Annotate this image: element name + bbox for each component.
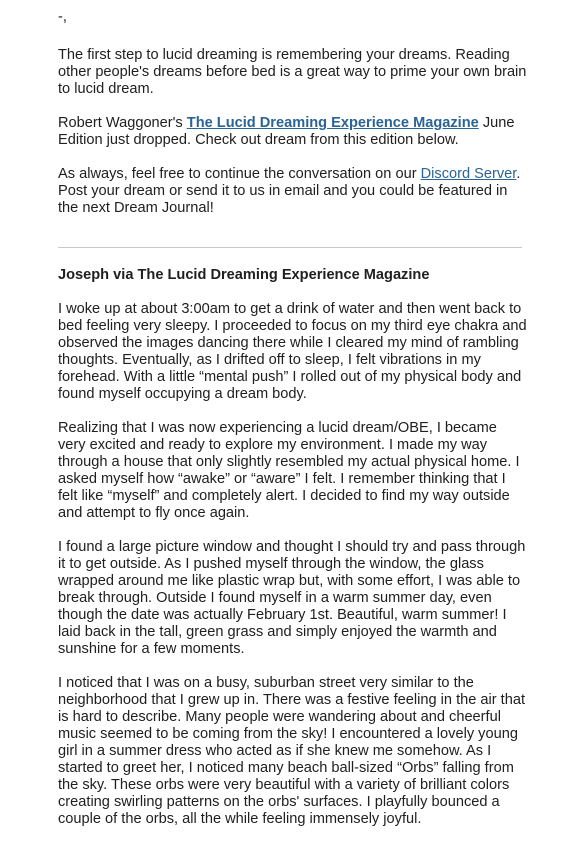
- magazine-link[interactable]: The Lucid Dreaming Experience Magazine: [186, 115, 479, 131]
- intro-paragraph: The first step to lucid dreaming is remembering your dreams. Reading other people's dreams before bed is a great way to prime your own brain to lucid dream.: [58, 47, 527, 97]
- story-paragraph-4: I noticed that I was on a busy, suburban street very similar to the neighborhood that I grew up in. There was a festive feeling in the air that is hard to describe. Many people were wandering about and cheerful music seemed to be coming from the sky! I encountered a lovely young girl in a summer dress who acted as if she knew me somehow. As I started to greet her, I noticed many beach ball-sized “Orbs” falling from the sky. These orbs were very beautiful with a variety of brilliant colors creating swirling patterns on the orbs' surfaces. I playfully bounced a couple of the orbs, all the while feeling immensely joyful.: [58, 675, 526, 827]
- discord-link[interactable]: Discord Server: [420, 166, 517, 182]
- signoff-text: -,: [58, 9, 67, 25]
- discord-text-before: As always, feel free to continue the conversation on our: [58, 166, 421, 182]
- discord-paragraph: [58, 166, 528, 217]
- magazine-text-before: Robert Waggoner's: [58, 115, 187, 131]
- magazine-paragraph: [58, 115, 528, 149]
- newsletter-body: [58, 9, 528, 845]
- story-heading: Joseph via The Lucid Dreaming Experience Magazine: [58, 267, 430, 283]
- magazine-text-after: June Edition just dropped. Check out dream from this edition below.: [58, 115, 515, 148]
- story-paragraph-1: I woke up at about 3:00am to get a drink of water and then went back to bed feeling very sleepy. I proceeded to focus on my third eye chakra and observed the images dancing there while I cleared my mind of rambling thoughts. Eventually, as I drifted off to sleep, I felt vibrations in my forehead. With a little “mental push” I rolled out of my physical body and found myself occupying a dream body.: [58, 301, 527, 402]
- story-paragraph-2: Realizing that I was now experiencing a lucid dream/OBE, I became very excited and ready to explore my environment. I made my way through a house that only slightly resembled my actual physical home. I asked myself how “awake” or “aware” I felt. I remember thinking that I felt like “myself” and completely alert. I decided to find my way outside and attempt to fly once again.: [58, 420, 520, 521]
- section-divider: [58, 247, 522, 248]
- story-paragraph-3: I found a large picture window and thought I should try and pass through it to get outside. As I pushed myself through the window, the glass wrapped around me like plastic wrap but, with some effort, I was able to break through. Outside I found myself in a warm summer day, even though the date was actually February 1st. Beautiful, warm summer! I laid back in the tall, green grass and simply enjoyed the warmth and sunshine for a few moments.: [58, 539, 526, 657]
- discord-text-after: . Post your dream or send it to us in email and you could be featured in the next Dream Journal!: [58, 166, 521, 216]
